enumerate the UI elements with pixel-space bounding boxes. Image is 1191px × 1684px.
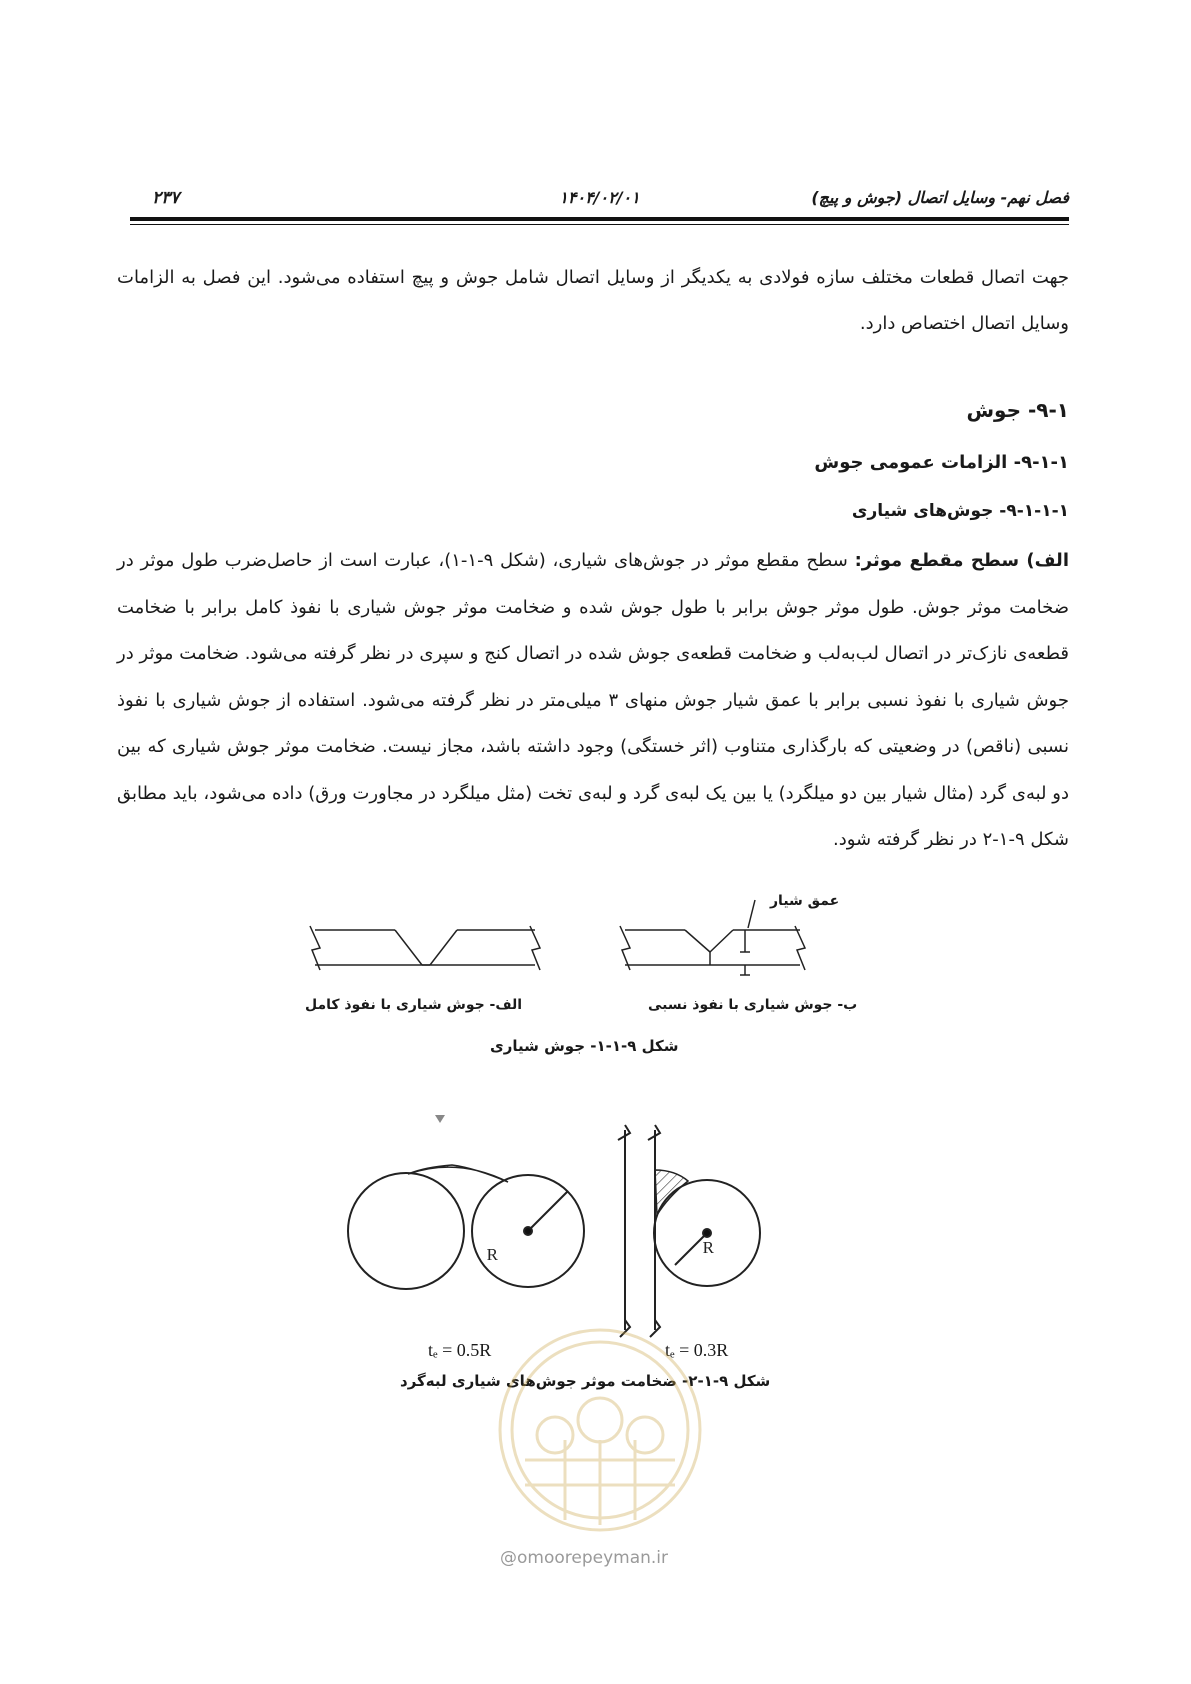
watermark-seal-logo <box>485 1310 715 1550</box>
full-penetration-diagram <box>310 926 540 970</box>
effective-throat-right: tₑ = 0.3R <box>665 1340 729 1360</box>
figure2-title: شکل ۹-۱-۲- ضخامت موثر جوش‌های شیاری لبه‌گرد <box>400 1372 771 1390</box>
radius-label-left: R <box>486 1245 498 1264</box>
header-rule-thick <box>130 217 1069 221</box>
weld-marker-icon <box>435 1115 445 1123</box>
full-penetration-caption: الف- جوش شیاری با نفوذ کامل <box>305 997 523 1013</box>
figure1-title: شکل ۹-۱-۱- جوش شیاری <box>490 1037 679 1055</box>
effective-area-paragraph <box>117 538 1069 864</box>
header-date: ۱۴۰۴/۰۲/۰۱ <box>559 188 640 207</box>
partial-penetration-diagram <box>620 900 805 975</box>
partial-penetration-caption: ب- جوش شیاری با نفوذ نسبی <box>648 997 858 1013</box>
heading-general-requirements: ۹-۱-۱- الزامات عمومی جوش <box>814 452 1069 473</box>
two-bars-diagram <box>348 1165 584 1289</box>
paragraph-text: سطح مقطع موثر در جوش‌های شیاری، (شکل ۹-۱-۱)، عبارت است از حاصل‌ضرب طول موثر در ضخامت موثر جوش. طول موثر جوش برابر با طول جوش شده و ضخامت موثر جوش شیاری با نفوذ کامل برابر با ضخامت قطعه‌ی نازک‌تر در اتصال لب‌به‌لب و ضخامت قطعه‌ی جوش شده در اتصال کنج و سپری در نظر گرفته می‌شود. ضخامت موثر در جوش شیاری با نفوذ نسبی برابر با عمق شیار جوش منهای ۳ میلی‌متر در نظر گرفته می‌شود. استفاده از جوش شیاری با نفوذ نسبی (ناقص) در وضعیتی که بارگذاری متناوب (اثر خستگی) وجود داشته باشد، مجاز نیست. ضخامت موثر جوش شیاری که بین دو لبه‌ی گرد (مثال شیار بین دو میلگرد) یا بین یک لبه‌ی گرد و لبه‌ی تخت (مثل میلگرد در مجاورت ورق) داده می‌شود، باید مطابق شکل ۹-۱-۲ در نظر گرفته شود. <box>117 550 1069 850</box>
intro-paragraph: جهت اتصال قطعات مختلف سازه فولادی به یکدیگر از وسایل اتصال شامل جوش و پیچ استفاده می‌شود. این فصل به الزامات وسایل اتصال اختصاص دارد. <box>117 267 1069 334</box>
effective-throat-left: tₑ = 0.5R <box>428 1340 492 1360</box>
page-number: ۲۳۷ <box>152 188 180 208</box>
header-rule-thin <box>130 224 1069 225</box>
chapter-title: فصل نهم- وسایل اتصال (جوش و پیچ) <box>811 188 1069 207</box>
watermark-url: @omoorepeyman.ir <box>500 1548 669 1568</box>
groove-depth-label: عمق شیار <box>770 893 840 909</box>
bar-plate-diagram <box>618 1125 760 1337</box>
figure-groove-welds <box>300 890 880 1060</box>
page-header <box>130 188 1069 214</box>
radius-label-right: R <box>702 1238 714 1257</box>
paragraph-lead: الف) سطح مقطع موثر: <box>854 550 1069 571</box>
heading-welding: ۹-۱- جوش <box>966 398 1069 422</box>
heading-groove-welds: ۹-۱-۱-۱- جوش‌های شیاری <box>851 501 1069 521</box>
